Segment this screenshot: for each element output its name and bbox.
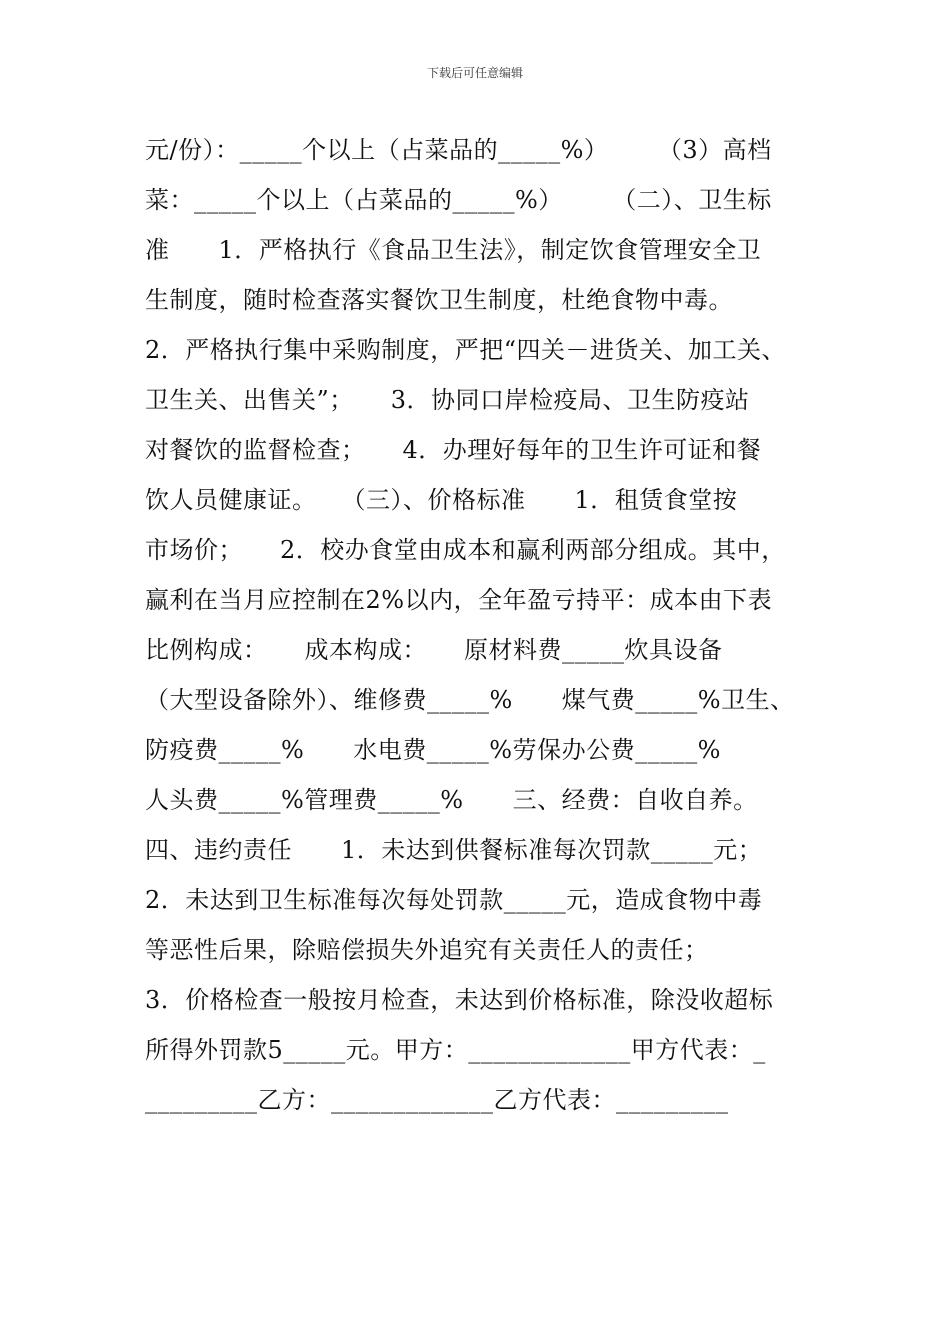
- text-line: 等恶性后果，除赔偿损失外追究有关责任人的责任；: [145, 936, 709, 964]
- text-line: 赢利在当月应控制在2%以内，全年盈亏持平：成本由下表: [145, 586, 773, 614]
- text-line: 饮人员健康证。 （三）、价格标准 1．租赁食堂按: [145, 486, 738, 514]
- text-line: 3．价格检查一般按月检查，未达到价格标准，除没收超标: [145, 986, 774, 1014]
- text-line: 元/份）：_____个以上（占菜品的_____%） （3）高档: [145, 136, 772, 164]
- text-line: （大型设备除外）、维修费_____% 煤气费_____%卫生、: [145, 686, 795, 714]
- page-header: 下载后可任意编辑: [426, 66, 523, 80]
- text-line: _________乙方：_____________乙方代表：_________: [145, 1086, 729, 1114]
- text-line: 准 1．严格执行《食品卫生法》，制定饮食管理安全卫: [145, 236, 762, 264]
- text-line: 所得外罚款5_____元。甲方：_____________甲方代表：_: [145, 1036, 766, 1064]
- text-line: 2．严格执行集中采购制度，严把“四关－进货关、加工关、: [145, 336, 787, 364]
- text-line: 菜：_____个以上（占菜品的_____%） （二）、卫生标: [145, 186, 772, 214]
- text-line: 防疫费_____% 水电费_____%劳保办公费_____%: [145, 736, 721, 764]
- text-line: 2．未达到卫生标准每次每处罚款_____元，造成食物中毒: [145, 886, 763, 914]
- text-line: 比例构成： 成本构成： 原材料费_____炊具设备: [145, 636, 723, 664]
- text-line: 四、违约责任 1．未达到供餐标准每次罚款_____元；: [145, 836, 763, 864]
- contract-body: [145, 125, 825, 1125]
- text-line: 人头费_____%管理费_____% 三、经费：自收自养。: [145, 786, 758, 814]
- text-line: 市场价； 2．校办食堂由成本和赢利两部分组成。其中，: [145, 536, 786, 564]
- text-line: 卫生关、出售关”； 3．协同口岸检疫局、卫生防疫站: [145, 386, 750, 414]
- text-line: 对餐饮的监督检查； 4．办理好每年的卫生许可证和餐: [145, 436, 762, 464]
- text-line: 生制度，随时检查落实餐饮卫生制度，杜绝食物中毒。: [145, 286, 733, 314]
